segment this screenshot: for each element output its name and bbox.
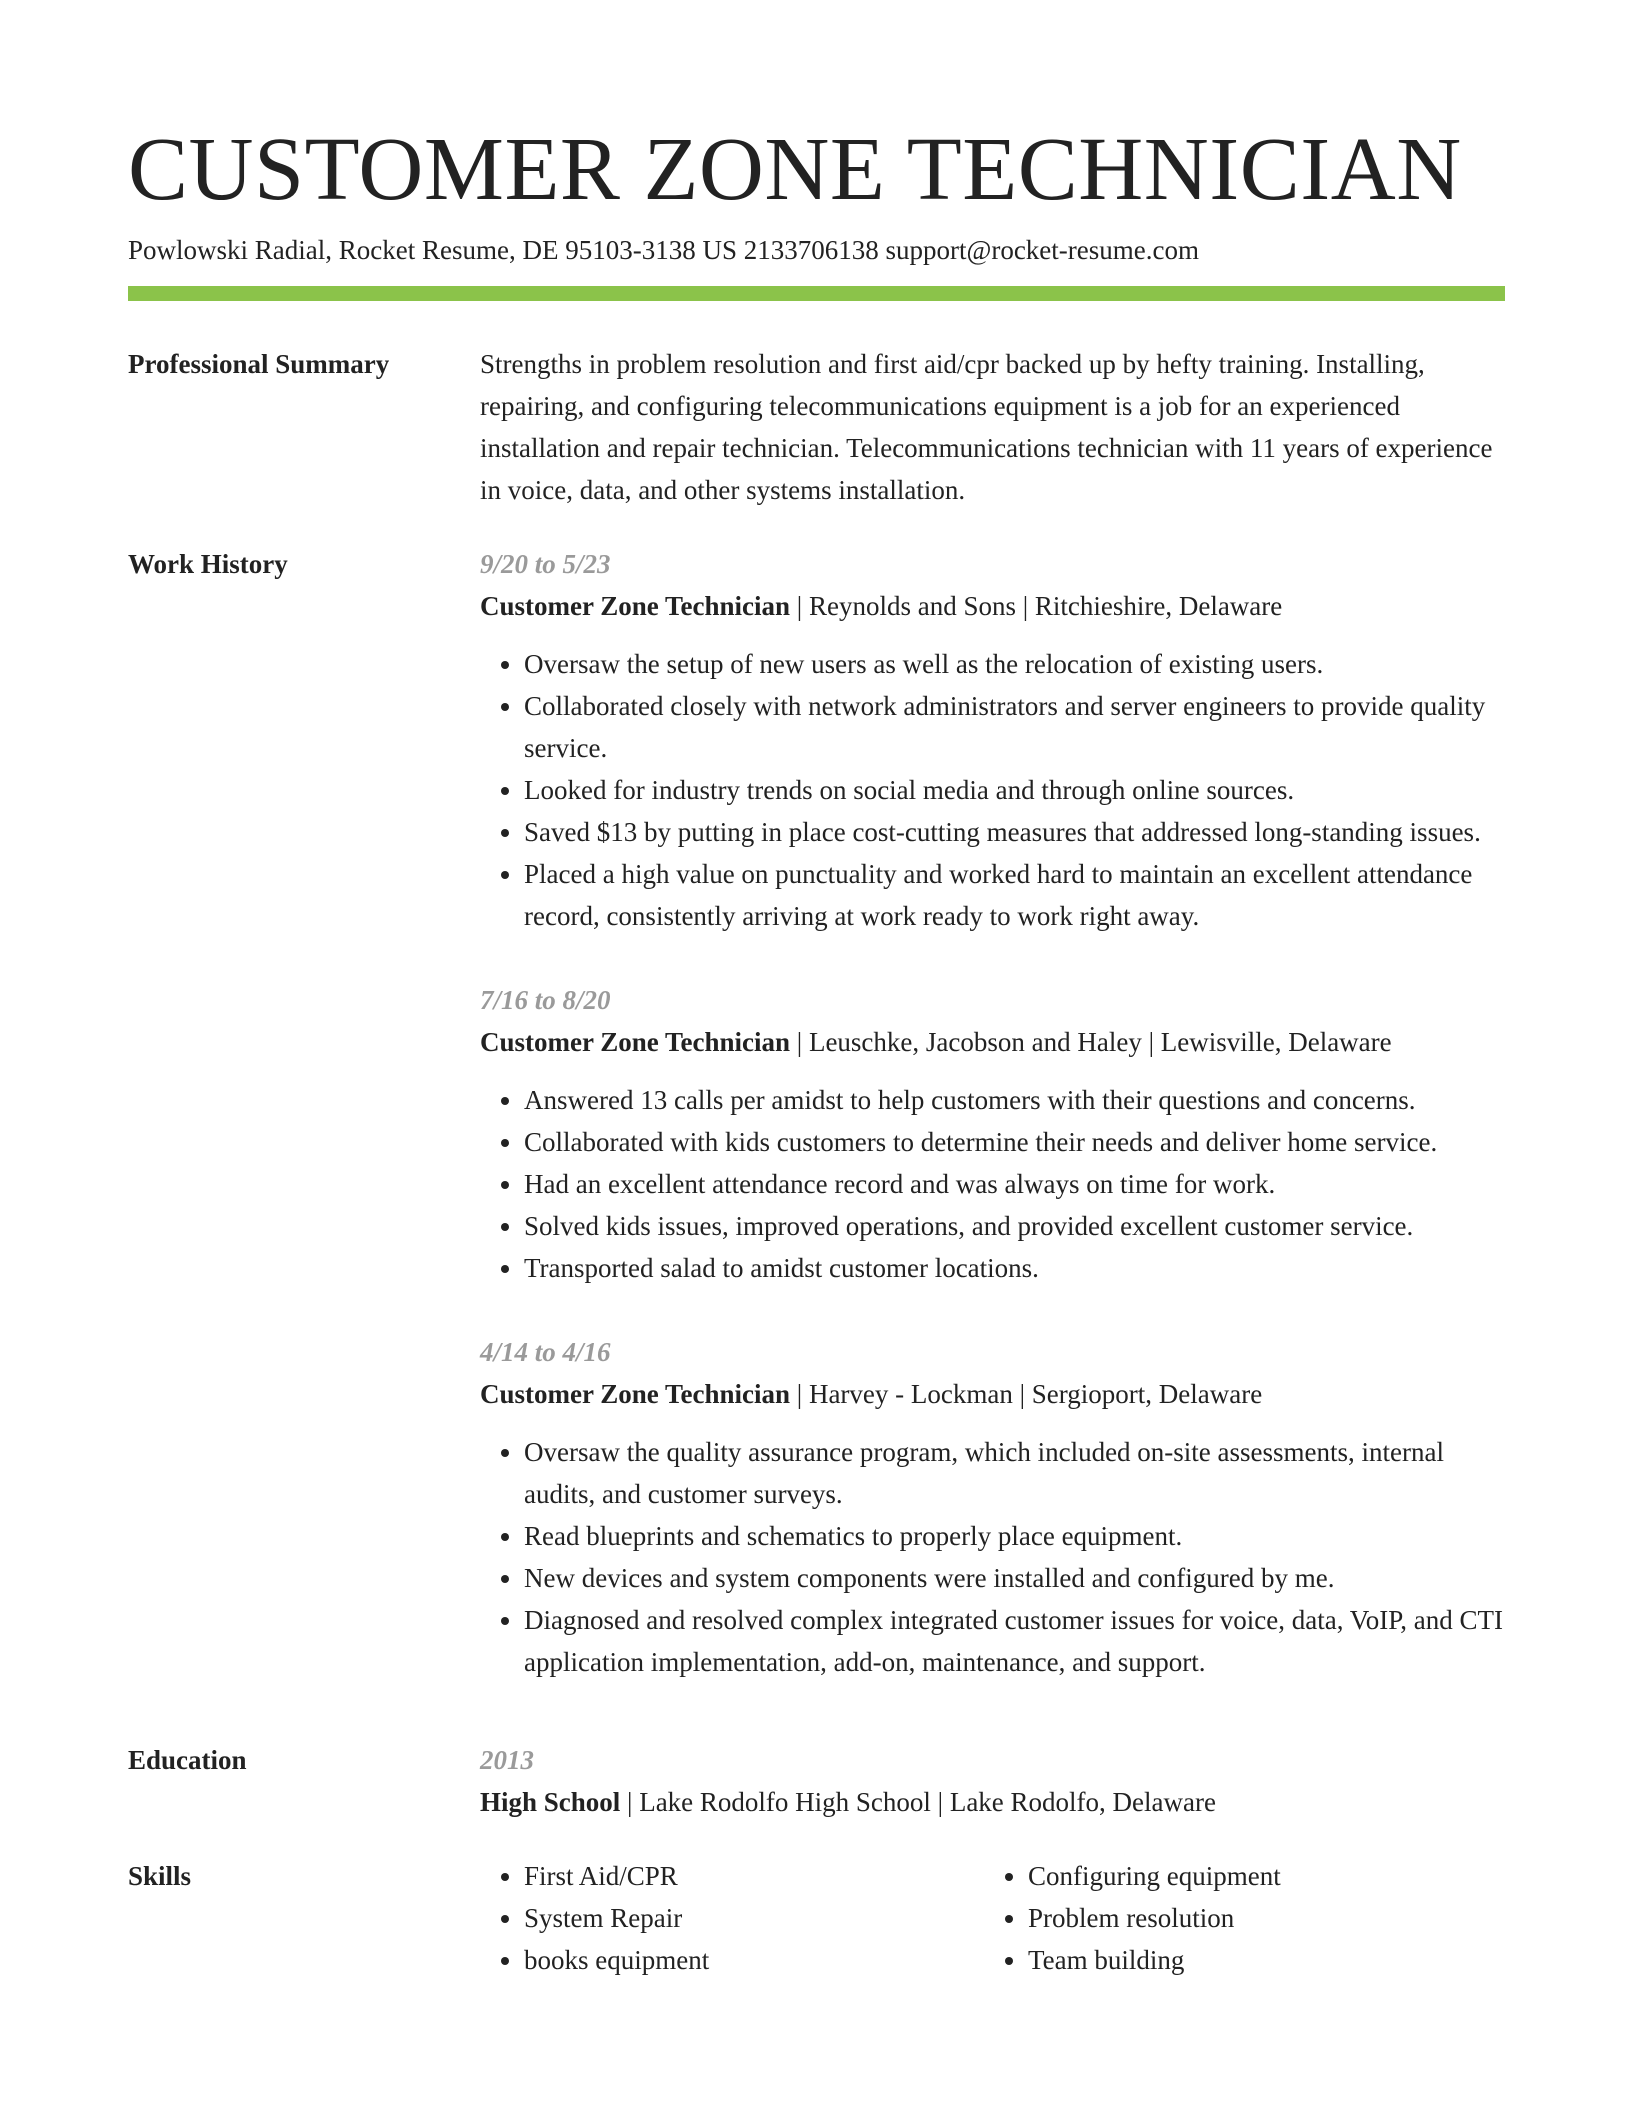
list-item: • System Repair — [524, 1897, 984, 1939]
job-dates: 9/20 to 5/23 — [480, 549, 611, 579]
job-title: Customer Zone Technician — [480, 591, 791, 621]
job-title: Customer Zone Technician — [480, 1027, 791, 1057]
education-line — [480, 1781, 1505, 1823]
list-item: • books equipment — [524, 1939, 984, 1981]
list-item: • First Aid/CPR — [524, 1855, 984, 1897]
list-item: • New devices and system components were installed and configured by me. — [524, 1557, 1505, 1599]
list-item: • Answered 13 calls per amidst to help customers with their questions and concerns. — [524, 1079, 1505, 1121]
list-item: • Diagnosed and resolved complex integrated customer issues for voice, data, VoIP, and CTI application implementation, add-on, maintenance, and support. — [524, 1599, 1505, 1683]
job-dates: 4/14 to 4/16 — [480, 1337, 611, 1367]
contact-info: Powlowski Radial, Rocket Resume, DE 95103-3138 US 2133706138 support@rocket-resume.com — [128, 235, 1199, 265]
header-divider — [128, 286, 1505, 301]
list-item: • Had an excellent attendance record and was always on time for work. — [524, 1163, 1505, 1205]
skills-label: Skills — [128, 1861, 192, 1891]
job-details: | Reynolds and Sons | Ritchieshire, Delaware — [790, 591, 1283, 621]
list-item: • Saved $13 by putting in place cost-cutting measures that addressed long-standing issues. — [524, 811, 1505, 853]
skills-list-left — [480, 1855, 984, 1981]
list-item: • Looked for industry trends on social media and through online sources. — [524, 769, 1505, 811]
list-item: • Transported salad to amidst customer locations. — [524, 1247, 1505, 1289]
job-entry — [480, 1331, 1505, 1683]
education-label: Education — [128, 1745, 247, 1775]
list-item: • Oversaw the quality assurance program, which included on-site assessments, internal audits, and customer surveys. — [524, 1431, 1505, 1515]
job-title-line — [480, 585, 1505, 627]
education-section — [480, 1739, 1505, 1823]
job-dates: 7/16 to 8/20 — [480, 985, 611, 1015]
education-degree: High School — [480, 1787, 621, 1817]
list-item: • Problem resolution — [1028, 1897, 1488, 1939]
education-details: | Lake Rodolfo High School | Lake Rodolfo, Delaware — [620, 1787, 1216, 1817]
list-item: • Team building — [1028, 1939, 1488, 1981]
skills-list-right — [984, 1855, 1488, 1981]
skills-section — [480, 1855, 1505, 1981]
job-bullets — [480, 643, 1505, 937]
list-item: • Read blueprints and schematics to properly place equipment. — [524, 1515, 1505, 1557]
summary-label: Professional Summary — [128, 349, 390, 379]
list-item: • Oversaw the setup of new users as well as the relocation of existing users. — [524, 643, 1505, 685]
job-bullets — [480, 1079, 1505, 1289]
list-item: • Collaborated closely with network administrators and server engineers to provide quality service. — [524, 685, 1505, 769]
summary-text: Strengths in problem resolution and first aid/cpr backed up by hefty training. Installing, repairing, and configuring telecommunications equipment is a job for an experienced installation and repair technician. Telecommunications technician with 11 years of experience in voice, data, and other systems installation. — [480, 349, 1493, 505]
summary-section — [480, 343, 1505, 511]
job-title-line — [480, 1373, 1505, 1415]
list-item: • Configuring equipment — [1028, 1855, 1488, 1897]
list-item: • Collaborated with kids customers to determine their needs and deliver home service. — [524, 1121, 1505, 1163]
education-year: 2013 — [480, 1745, 534, 1775]
job-details: | Harvey - Lockman | Sergioport, Delaware — [790, 1379, 1263, 1409]
job-entry — [480, 979, 1505, 1289]
job-entry — [480, 543, 1505, 937]
job-bullets — [480, 1431, 1505, 1683]
list-item: • Placed a high value on punctuality and worked hard to maintain an excellent attendance record, consistently arriving at work ready to work right away. — [524, 853, 1505, 937]
resume-title: CUSTOMER ZONE TECHNICIAN — [128, 120, 1462, 219]
job-details: | Leuschke, Jacobson and Haley | Lewisville, Delaware — [790, 1027, 1392, 1057]
list-item: • Solved kids issues, improved operations, and provided excellent customer service. — [524, 1205, 1505, 1247]
job-title: Customer Zone Technician — [480, 1379, 791, 1409]
work-history-section — [480, 543, 1505, 1683]
job-title-line — [480, 1021, 1505, 1063]
work-history-label: Work History — [128, 549, 288, 579]
skills-columns — [480, 1855, 1505, 1981]
